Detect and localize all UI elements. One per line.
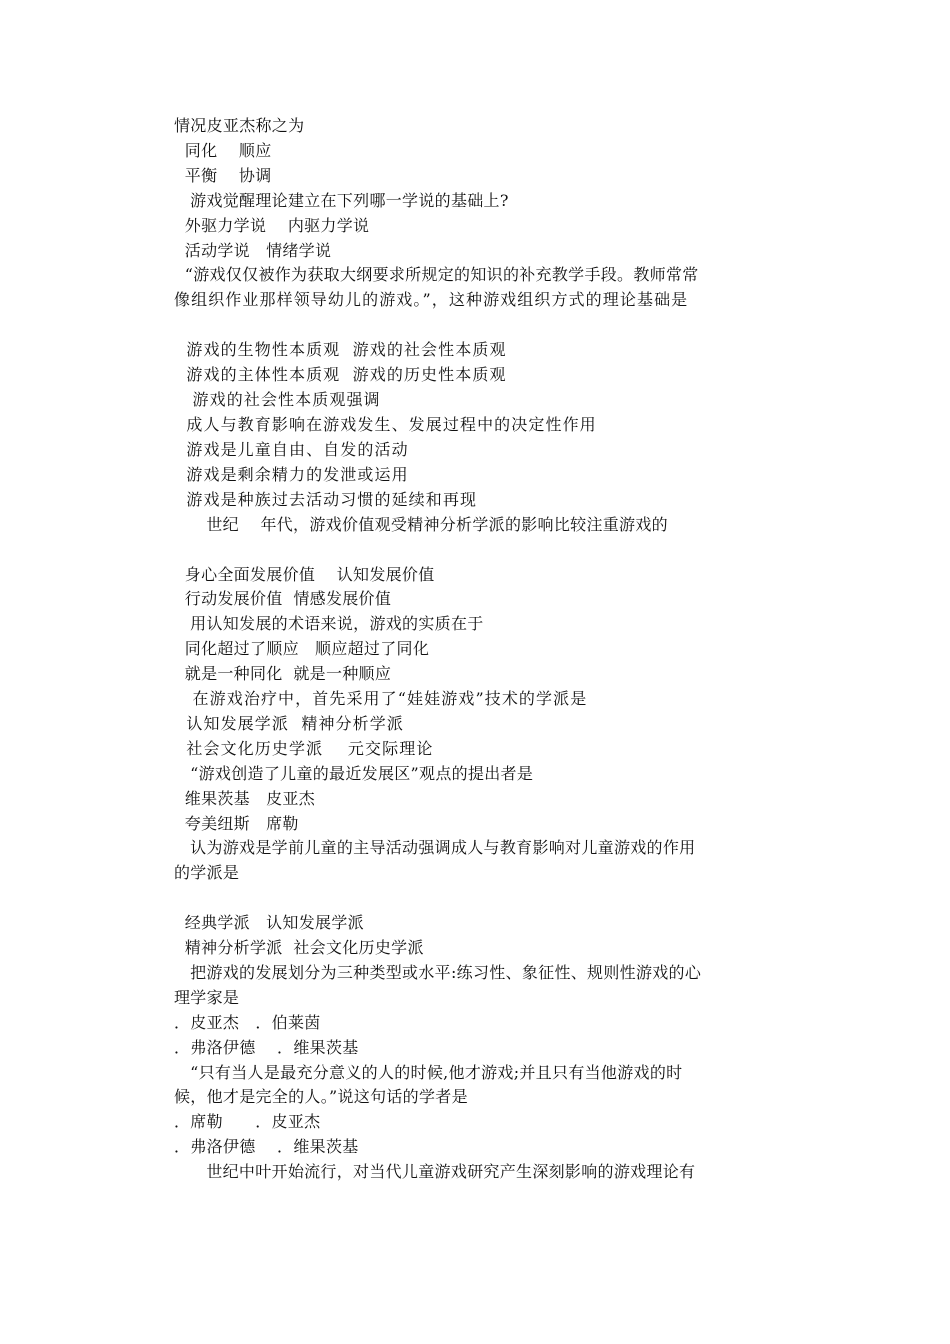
question-line: 理学家是 <box>174 988 240 1007</box>
option-line: 同化超过了顺应 顺应超过了同化 <box>174 639 430 658</box>
question-line: 的学派是 <box>174 863 240 882</box>
option-line: 游戏是儿童自由、自发的活动 <box>174 440 409 459</box>
option-line: 经典学派 认知发展学派 <box>174 913 364 932</box>
question-line: “只有当人是最充分意义的人的时候,他才游戏;并且只有当他游戏的时 <box>174 1063 683 1082</box>
question-line: 在游戏治疗中，首先采用了“娃娃游戏”技术的学派是 <box>174 689 588 708</box>
question-line: 把游戏的发展划分为三种类型或水平:练习性、象征性、规则性游戏的心 <box>174 963 702 982</box>
question-line: 候，他才是完全的人。”说这句话的学者是 <box>174 1087 468 1106</box>
option-line: 平衡 协调 <box>174 166 272 185</box>
option-line: 游戏是剩余精力的发泄或运用 <box>174 465 409 484</box>
question-line: 认为游戏是学前儿童的主导活动强调成人与教育影响对儿童游戏的作用 <box>174 838 696 857</box>
text-line: 情况皮亚杰称之为 <box>174 116 305 135</box>
option-line: 同化 顺应 <box>174 141 272 160</box>
option-line: 身心全面发展价值 认知发展价值 <box>174 565 435 584</box>
option-line: 活动学说 情绪学说 <box>174 241 332 260</box>
question-line: 用认知发展的术语来说，游戏的实质在于 <box>174 614 484 633</box>
option-line: 就是一种同化 就是一种顺应 <box>174 664 392 683</box>
option-line: 行动发展价值 情感发展价值 <box>174 589 392 608</box>
option-line: 游戏是种族过去活动习惯的延续和再现 <box>174 490 478 509</box>
option-line: 外驱力学说 内驱力学说 <box>174 216 370 235</box>
option-line: ．皮亚杰 ．伯莱茵 <box>174 1013 321 1032</box>
question-line: 游戏的社会性本质观强调 <box>174 390 381 409</box>
option-line: 游戏的主体性本质观 游戏的历史性本质观 <box>174 365 507 384</box>
option-line: 认知发展学派 精神分析学派 <box>174 714 404 733</box>
question-line: “游戏创造了儿童的最近发展区”观点的提出者是 <box>174 764 534 783</box>
option-line: 维果茨基 皮亚杰 <box>174 789 316 808</box>
question-line: 游戏觉醒理论建立在下列哪一学说的基础上? <box>174 191 509 210</box>
option-line: 社会文化历史学派 元交际理论 <box>174 739 434 758</box>
option-line: 成人与教育影响在游戏发生、发展过程中的决定性作用 <box>174 415 597 434</box>
option-line: ．弗洛伊德 ．维果茨基 <box>174 1038 359 1057</box>
question-line: 像组织作业那样领导幼儿的游戏。”，这种游戏组织方式的理论基础是 <box>174 290 689 309</box>
option-line: ．弗洛伊德 ．维果茨基 <box>174 1137 359 1156</box>
option-line: 精神分析学派 社会文化历史学派 <box>174 938 424 957</box>
question-line: “游戏仅仅被作为获取大纲要求所规定的知识的补充教学手段。教师常常 <box>174 265 699 284</box>
question-line: 世纪 年代，游戏价值观受精神分析学派的影响比较注重游戏的 <box>174 515 668 534</box>
option-line: 夸美纽斯 席勒 <box>174 814 299 833</box>
question-line: 世纪中叶开始流行，对当代儿童游戏研究产生深刻影响的游戏理论有 <box>174 1162 696 1181</box>
option-line: 游戏的生物性本质观 游戏的社会性本质观 <box>174 340 507 359</box>
option-line: ．席勒 ．皮亚杰 <box>174 1112 321 1131</box>
